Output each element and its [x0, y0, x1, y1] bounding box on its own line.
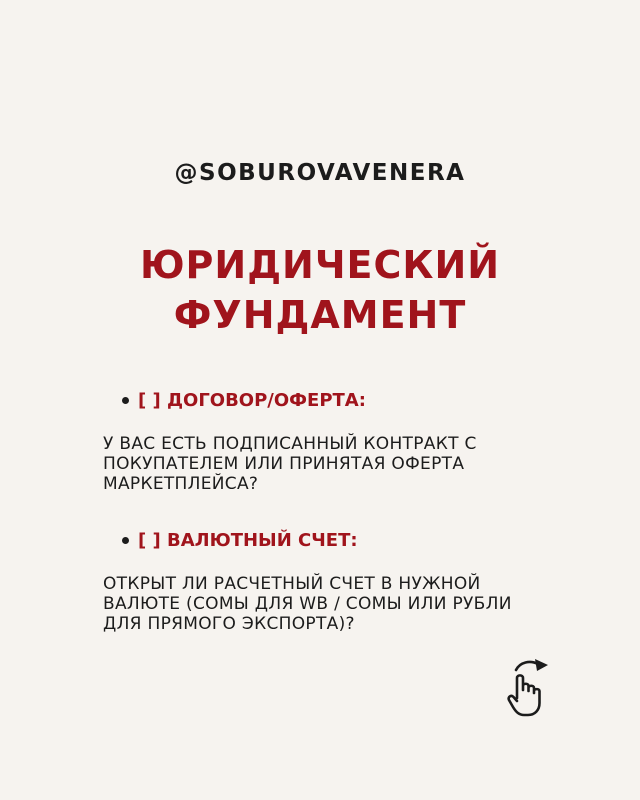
- description-line: У ВАС ЕСТЬ ПОДПИСАННЫЙ КОНТРАКТ С: [103, 434, 477, 454]
- page-title: [0, 240, 640, 340]
- checklist-item-label: [ ] ДОГОВОР/ОФЕРТА:: [138, 390, 366, 411]
- description-line: ПОКУПАТЕЛЕМ ИЛИ ПРИНЯТАЯ ОФЕРТА: [103, 454, 465, 474]
- checklist-item-label: [ ] ВАЛЮТНЫЙ СЧЕТ:: [138, 530, 358, 551]
- description-line: ВАЛЮТЕ (СОМЫ ДЛЯ WB / СОМЫ ИЛИ РУБЛИ: [103, 594, 512, 614]
- checklist-item-description: [103, 434, 543, 494]
- author-handle: @SOBUROVAVENERA: [174, 160, 466, 186]
- title-line-1: ЮРИДИЧЕСКИЙ: [139, 243, 501, 287]
- description-line: ОТКРЫТ ЛИ РАСЧЕТНЫЙ СЧЕТ В НУЖНОЙ: [103, 574, 481, 594]
- checklist-item-description: [103, 574, 543, 634]
- bullet-dot-icon: [122, 397, 129, 404]
- checklist-item-currency-account: [122, 530, 358, 551]
- description-line: ДЛЯ ПРЯМОГО ЭКСПОРТА)?: [103, 614, 355, 634]
- bullet-dot-icon: [122, 537, 129, 544]
- checklist-item-contract: [122, 390, 366, 411]
- title-line-2: ФУНДАМЕНТ: [173, 293, 467, 337]
- swipe-hand-icon[interactable]: [504, 656, 550, 718]
- description-line: МАРКЕТПЛЕЙСА?: [103, 474, 259, 494]
